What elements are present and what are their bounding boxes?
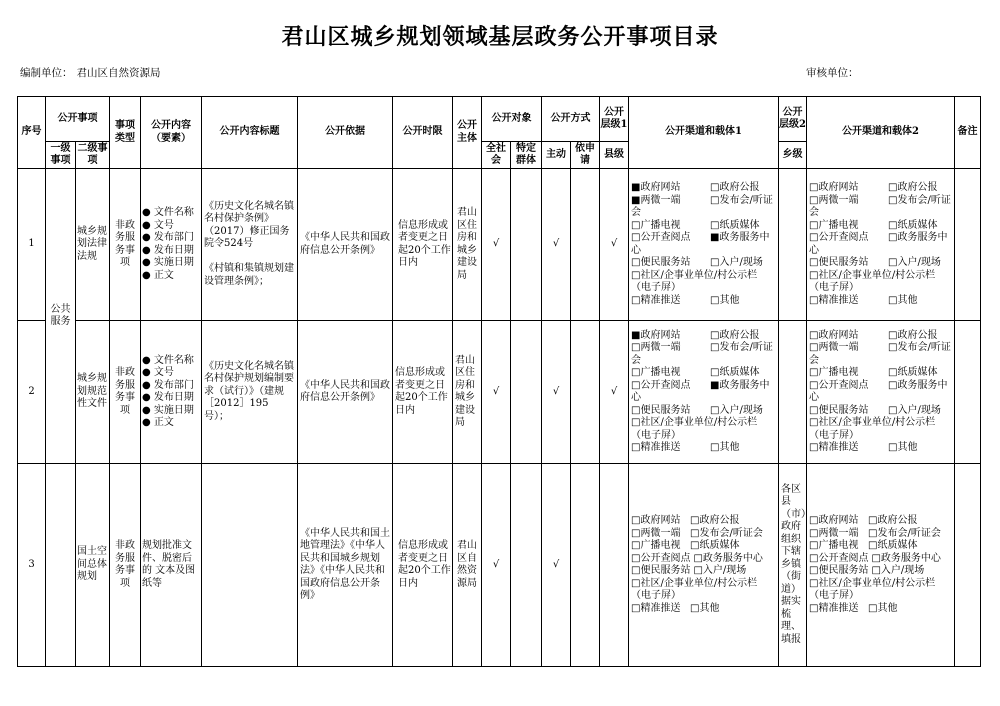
channel-line xyxy=(809,182,953,195)
header-content-title xyxy=(202,97,298,169)
content-element-item: ● 正文 xyxy=(142,417,174,428)
channel-option-unchecked: □社区/企事业单位/村公示栏（电子屏） xyxy=(809,269,936,293)
cell-method-request xyxy=(571,321,600,464)
channel-option-unchecked: □政府公报 xyxy=(690,515,740,526)
subject-value: 君山区住房和城乡建设局 xyxy=(455,354,475,428)
channel-option-unchecked: □精准推送 xyxy=(809,602,859,614)
channel-option-unchecked: □纸质媒体 xyxy=(888,367,938,378)
channel-line xyxy=(809,603,953,616)
content-title-list xyxy=(204,361,296,424)
channel-line xyxy=(809,195,953,220)
channel-option-unchecked: □广播电视 xyxy=(809,219,859,231)
header-content-title-label: 公开内容标题 xyxy=(219,126,280,138)
channel-option-unchecked: □入户/现场 xyxy=(888,257,941,268)
channel-option-unchecked: □便民服务站 xyxy=(809,404,869,416)
cell-method-active xyxy=(542,321,571,464)
channel-line xyxy=(809,367,953,380)
channel-option-unchecked: □广播电视 xyxy=(809,540,859,551)
channel-line xyxy=(809,342,953,367)
cell-time-limit xyxy=(393,169,453,321)
check-mark: √ xyxy=(492,238,500,250)
header-method-active-label: 主动 xyxy=(546,148,566,160)
channel-option-checked: ■政务服务中心 xyxy=(631,379,770,403)
channel-option-checked: ■政府网站 xyxy=(631,182,681,193)
subject-value: 君山区自然资源局 xyxy=(457,540,477,589)
header-item-label: 公开事项 xyxy=(57,112,98,124)
channel-line xyxy=(809,380,953,405)
header-audience-all xyxy=(482,142,511,169)
channel-line xyxy=(631,182,777,195)
header-level2-label: 二级事项 xyxy=(77,142,108,166)
table-row xyxy=(18,169,981,321)
channel-line xyxy=(631,603,777,616)
tier2-township-value: 各区县（市）政府组织下辖乡镇（街道）据实梳理、填报 xyxy=(781,483,811,645)
channel-option-unchecked: □便民服务站 xyxy=(809,257,869,268)
seq-value: 3 xyxy=(28,558,35,570)
channel-option-unchecked: □政府网站 xyxy=(809,329,859,341)
channel-option-unchecked: □政务服务中心 xyxy=(809,379,948,403)
channel-option-unchecked: □其他 xyxy=(710,294,740,306)
channel-option-unchecked: □便民服务站 xyxy=(631,565,691,576)
channel-option-unchecked: □精准推送 xyxy=(631,294,681,306)
channel-option-unchecked: □发布会/听证会 xyxy=(631,194,773,218)
seq-value: 1 xyxy=(28,238,35,250)
compiler-value: 君山区自然资源局 xyxy=(76,67,161,79)
header-tier2-township xyxy=(779,142,807,169)
type-value: 非政务服务事项 xyxy=(115,367,135,416)
channel-option-unchecked: □公开查阅点 xyxy=(809,232,869,243)
channel-line xyxy=(631,232,777,257)
content-element-item: ● 正文 xyxy=(142,269,174,281)
cell-type xyxy=(110,169,141,321)
content-element-item: ● 文号 xyxy=(142,219,174,231)
channel-line xyxy=(631,367,777,380)
channel-line xyxy=(631,565,777,578)
content-text: 规划批准文件、脱密后的 文本及图纸等 xyxy=(142,540,196,589)
content-element-item: ● 发布日期 xyxy=(142,392,194,403)
header-seq xyxy=(18,97,46,169)
channel-option-checked: ■政务服务中心 xyxy=(631,232,770,256)
channel-option-unchecked: □精准推送 xyxy=(809,442,859,453)
cell-channel1 xyxy=(629,321,779,464)
cell-subject xyxy=(453,321,482,464)
level1-value: 公共服务 xyxy=(50,303,71,327)
channel-option-unchecked: □发布会/听证会 xyxy=(868,527,941,539)
header-level2 xyxy=(76,142,110,169)
check-mark: √ xyxy=(610,238,618,250)
header-seq-label: 序号 xyxy=(21,126,42,138)
header-remarks-label: 备注 xyxy=(957,126,978,138)
cell-channel1 xyxy=(629,169,779,321)
check-mark: √ xyxy=(492,385,500,397)
content-title-paragraph: 《历史文化名城名镇名村保护规划编制要求（试行）》（建规［2012］195 号）； xyxy=(204,360,294,422)
cell-tier1-county xyxy=(600,321,629,464)
channel-option-unchecked: □其他 xyxy=(888,442,918,453)
header-audience-label: 公开对象 xyxy=(491,112,532,124)
channel-line xyxy=(631,220,777,233)
channel-option-unchecked: □政府公报 xyxy=(868,515,918,526)
cell-remarks xyxy=(955,464,981,667)
header-method-active xyxy=(542,142,571,169)
cell-method-request xyxy=(571,169,600,321)
check-mark: √ xyxy=(610,385,618,397)
channel1-options xyxy=(631,330,777,455)
header-tier1-county xyxy=(600,142,629,169)
page-title: 君山区城乡规划领域基层政务公开事项目录 xyxy=(281,25,719,50)
cell-audience-specific xyxy=(511,321,542,464)
channel-option-unchecked: □广播电视 xyxy=(631,219,681,231)
header-method-request-label: 依申请 xyxy=(575,142,595,166)
header-method-label: 公开方式 xyxy=(550,112,591,124)
cell-audience-specific xyxy=(511,464,542,667)
channel-option-unchecked: □其他 xyxy=(888,294,918,306)
channel-option-unchecked: □纸质媒体 xyxy=(888,219,938,231)
cell-audience-all xyxy=(482,464,511,667)
reviewer-label: 审核单位： xyxy=(806,67,859,79)
type-value: 非政务服务事项 xyxy=(115,219,135,268)
channel-option-unchecked: □政府公报 xyxy=(710,329,760,341)
channel2-options xyxy=(809,330,953,455)
cell-basis xyxy=(298,321,393,464)
check-mark: √ xyxy=(552,558,560,570)
channel-option-unchecked: □入户/现场 xyxy=(710,404,763,416)
content-element-item: ● 实施日期 xyxy=(142,257,194,268)
channel-option-unchecked: □发布会/听证会 xyxy=(809,194,951,218)
channel-line xyxy=(809,565,953,578)
channel-option-checked: ■两微一端 xyxy=(631,194,681,206)
channel-line xyxy=(631,442,777,455)
channel-line xyxy=(809,232,953,257)
header-content xyxy=(141,97,202,169)
header-type-label: 事项类型 xyxy=(115,120,135,144)
channel2-options xyxy=(809,182,953,307)
header-remarks xyxy=(955,97,981,169)
channel-line xyxy=(631,330,777,343)
channel1-options xyxy=(631,182,777,307)
channel-line xyxy=(809,540,953,553)
header-tier1-county-label: 县级 xyxy=(604,148,624,160)
cell-type xyxy=(110,321,141,464)
header-row xyxy=(18,97,981,142)
basis-value: 《中华人民共和国政府信息公开条例》 xyxy=(300,379,390,403)
cell-content-title xyxy=(202,169,298,321)
channel-option-unchecked: □政府公报 xyxy=(888,329,938,341)
cell-content xyxy=(141,169,202,321)
channel-option-unchecked: □广播电视 xyxy=(809,367,859,378)
content-element-item: ● 发布部门 xyxy=(142,232,194,243)
cell-channel2 xyxy=(807,321,955,464)
channel-option-unchecked: □纸质媒体 xyxy=(710,219,760,231)
channel-option-unchecked: □政府网站 xyxy=(809,515,859,526)
channel-option-unchecked: □公开查阅点 xyxy=(631,379,691,391)
cell-remarks xyxy=(955,169,981,321)
channel-option-unchecked: □其他 xyxy=(868,602,898,614)
channel-option-unchecked: □纸质媒体 xyxy=(868,540,918,551)
level2-value: 城乡规划规范性文件 xyxy=(77,373,107,410)
header-channel1-label: 公开渠道和载体1 xyxy=(665,126,742,138)
cell-tier1-county xyxy=(600,464,629,667)
channel-option-unchecked: □社区/企事业单位/村公示栏（电子屏） xyxy=(631,577,758,601)
channel-option-unchecked: □社区/企事业单位/村公示栏（电子屏） xyxy=(809,577,936,601)
channel-line xyxy=(631,540,777,553)
channel-option-unchecked: □入户/现场 xyxy=(693,565,747,576)
content-title-list xyxy=(204,201,296,289)
cell-channel1 xyxy=(629,464,779,667)
channel-option-unchecked: □精准推送 xyxy=(631,602,681,614)
cell-remarks xyxy=(955,321,981,464)
header-tier1 xyxy=(600,97,629,142)
channel-option-unchecked: □公开查阅点 xyxy=(809,552,869,564)
channel2-options xyxy=(809,515,953,615)
channel-option-unchecked: □政府网站 xyxy=(631,515,681,526)
cell-content xyxy=(141,464,202,667)
channel-line xyxy=(809,442,953,455)
header-subject-label: 公开主体 xyxy=(457,120,477,144)
channel-line xyxy=(809,528,953,541)
header-audience-specific xyxy=(511,142,542,169)
channel-option-unchecked: □公开查阅点 xyxy=(631,232,691,243)
channel-option-unchecked: □社区/企事业单位/村公示栏（电子屏） xyxy=(631,269,758,293)
channel-line xyxy=(631,342,777,367)
channel-option-unchecked: □其他 xyxy=(690,602,720,614)
channel-line xyxy=(809,515,953,528)
channel-line xyxy=(631,195,777,220)
channel-line xyxy=(809,220,953,233)
channel-option-unchecked: □公开查阅点 xyxy=(631,552,691,564)
table-row xyxy=(18,321,981,464)
cell-method-active xyxy=(542,169,571,321)
cell-tier2-township xyxy=(779,321,807,464)
cell-level2 xyxy=(76,464,110,667)
header-tier2-township-label: 乡级 xyxy=(782,148,803,160)
channel-option-unchecked: □纸质媒体 xyxy=(690,540,740,551)
channel-option-unchecked: □政府网站 xyxy=(809,182,859,193)
channel-option-unchecked: □入户/现场 xyxy=(871,565,925,576)
channel-line xyxy=(631,257,777,270)
check-mark: √ xyxy=(552,238,560,250)
content-element-item: ● 文件名称 xyxy=(142,354,194,366)
content-element-item: ● 发布部门 xyxy=(142,379,194,391)
header-audience-all-label: 全社会 xyxy=(486,142,506,166)
header-audience-specific-label: 特定群体 xyxy=(516,142,536,166)
channel-option-unchecked: □两微一端 xyxy=(631,342,681,353)
channel-line xyxy=(809,405,953,418)
header-level1 xyxy=(46,142,76,169)
channel-line xyxy=(631,380,777,405)
cell-method-request xyxy=(571,464,600,667)
time-limit-value: 信息形成或者变更之日起20个工作日内 xyxy=(395,367,448,416)
channel-option-unchecked: □政务服务中心 xyxy=(693,552,763,564)
header-channel2-label: 公开渠道和载体2 xyxy=(842,126,919,138)
channel-line xyxy=(809,295,953,308)
cell-level2 xyxy=(76,321,110,464)
channel-option-unchecked: □两微一端 xyxy=(809,194,859,206)
header-time-limit-label: 公开时限 xyxy=(402,126,443,138)
cell-channel2 xyxy=(807,169,955,321)
compiler-line xyxy=(20,66,161,80)
header-method xyxy=(542,97,600,142)
cell-tier1-county xyxy=(600,169,629,321)
channel-option-unchecked: □发布会/听证会 xyxy=(809,342,951,366)
channel-line xyxy=(809,553,953,566)
check-mark: √ xyxy=(492,558,500,570)
channel-option-unchecked: □社区/企事业单位/村公示栏（电子屏） xyxy=(631,417,758,441)
channel-option-unchecked: □便民服务站 xyxy=(631,257,691,268)
header-basis-label: 公开依据 xyxy=(325,126,365,138)
header-time-limit xyxy=(393,97,453,169)
channel-line xyxy=(631,270,777,295)
seq-value: 2 xyxy=(28,385,35,397)
channel-option-unchecked: □公开查阅点 xyxy=(809,379,869,391)
compiler-label: 编制单位： xyxy=(20,67,73,79)
content-element-item: ● 实施日期 xyxy=(142,404,194,416)
cell-level2 xyxy=(76,169,110,321)
channel-option-unchecked: □精准推送 xyxy=(631,442,681,453)
cell-subject xyxy=(453,169,482,321)
type-value: 非政务服务事项 xyxy=(115,540,135,589)
header-content-label: 公开内容（要素） xyxy=(151,120,191,144)
channel-option-unchecked: □政府公报 xyxy=(710,182,760,193)
channel-line xyxy=(631,553,777,566)
channel-line xyxy=(631,578,777,603)
header-tier2-label: 公开层级2 xyxy=(779,106,806,130)
channel-option-unchecked: □发布会/听证会 xyxy=(631,342,773,366)
channel-line xyxy=(631,515,777,528)
cell-content-title xyxy=(202,321,298,464)
content-list xyxy=(142,355,200,430)
channel-line xyxy=(809,257,953,270)
channel-option-unchecked: □广播电视 xyxy=(631,367,681,378)
content-list xyxy=(142,207,200,282)
channel-option-unchecked: □便民服务站 xyxy=(809,565,869,576)
cell-basis xyxy=(298,169,393,321)
content-title-paragraph: 《历史文化名城名镇名村保护条例》（2017）修正国务院令524号 xyxy=(204,200,294,250)
subject-value: 君山区住房和城乡建设局 xyxy=(457,207,477,281)
time-limit-value: 信息形成或者变更之日起20个工作日内 xyxy=(398,219,451,268)
header-type xyxy=(110,97,141,169)
cell-audience-all xyxy=(482,169,511,321)
channel-option-unchecked: □发布会/听证会 xyxy=(690,527,763,539)
channel-line xyxy=(631,417,777,442)
channel-line xyxy=(809,330,953,343)
cell-tier2-township xyxy=(779,464,811,667)
time-limit-value: 信息形成或者变更之日起20个工作日内 xyxy=(398,540,451,589)
channel-line xyxy=(809,578,953,603)
check-mark: √ xyxy=(552,385,560,397)
channel-option-unchecked: □两微一端 xyxy=(809,527,859,539)
channel-line xyxy=(809,417,953,442)
basis-value: 《中华人民共和国土地管理法》《中华人民共和国城乡规划法》《中华人民共和国政府信息公开条例》 xyxy=(300,527,390,601)
cell-method-active xyxy=(542,464,571,667)
level2-value: 城乡规划法律法规 xyxy=(77,225,107,262)
cell-channel2 xyxy=(807,464,955,667)
channel-option-unchecked: □其他 xyxy=(710,442,740,453)
header-channel1 xyxy=(629,97,779,169)
channel-option-unchecked: □政务服务中心 xyxy=(809,232,948,256)
channel-option-unchecked: □入户/现场 xyxy=(710,257,763,268)
channel-option-unchecked: □两微一端 xyxy=(809,342,859,353)
cell-subject xyxy=(453,464,482,667)
channel-option-checked: ■政府网站 xyxy=(631,329,681,341)
channel-option-unchecked: □便民服务站 xyxy=(631,404,691,416)
level2-value: 国土空间总体规划 xyxy=(77,546,107,583)
header-tier2 xyxy=(779,97,807,142)
channel-option-unchecked: □政府公报 xyxy=(888,182,938,193)
channel-option-unchecked: □入户/现场 xyxy=(888,404,941,416)
channel1-options xyxy=(631,515,777,615)
cell-seq xyxy=(18,321,46,464)
header-channel2 xyxy=(807,97,955,169)
channel-option-unchecked: □纸质媒体 xyxy=(710,367,760,378)
table-row xyxy=(18,464,981,667)
cell-time-limit xyxy=(393,464,453,667)
cell-audience-specific xyxy=(511,169,542,321)
header-level1-label: 一级事项 xyxy=(50,142,71,166)
channel-option-unchecked: □政务服务中心 xyxy=(871,552,941,564)
cell-tier2-township xyxy=(779,169,807,321)
cell-seq xyxy=(18,464,46,667)
header-method-request xyxy=(571,142,600,169)
header-item xyxy=(46,97,110,142)
channel-option-unchecked: □两微一端 xyxy=(631,527,681,539)
content-title-paragraph: 《村镇和集镇规划建设管理条例》； xyxy=(204,263,294,287)
cell-basis xyxy=(298,464,393,667)
header-basis xyxy=(298,97,393,169)
cell-content-title xyxy=(202,464,298,667)
cell-type xyxy=(110,464,141,667)
channel-option-unchecked: □广播电视 xyxy=(631,540,681,551)
cell-time-limit xyxy=(393,321,453,464)
channel-line xyxy=(631,295,777,308)
header-tier1-label: 公开层级1 xyxy=(600,106,628,130)
content-element-item: ● 文件名称 xyxy=(142,207,194,218)
cell-level1 xyxy=(46,464,76,667)
content-element-item: ● 发布日期 xyxy=(142,244,194,256)
cell-level1 xyxy=(46,169,76,464)
channel-line xyxy=(631,405,777,418)
channel-line xyxy=(809,270,953,295)
header-audience xyxy=(482,97,542,142)
content-element-item: ● 文号 xyxy=(142,367,174,378)
header-subject xyxy=(453,97,482,169)
channel-option-unchecked: □社区/企事业单位/村公示栏（电子屏） xyxy=(809,417,936,441)
cell-content xyxy=(141,321,202,464)
channel-line xyxy=(631,528,777,541)
channel-option-unchecked: □精准推送 xyxy=(809,294,859,306)
basis-value: 《中华人民共和国政府信息公开条例》 xyxy=(300,232,390,256)
cell-audience-all xyxy=(482,321,511,464)
directory-table xyxy=(17,96,981,667)
cell-seq xyxy=(18,169,46,321)
